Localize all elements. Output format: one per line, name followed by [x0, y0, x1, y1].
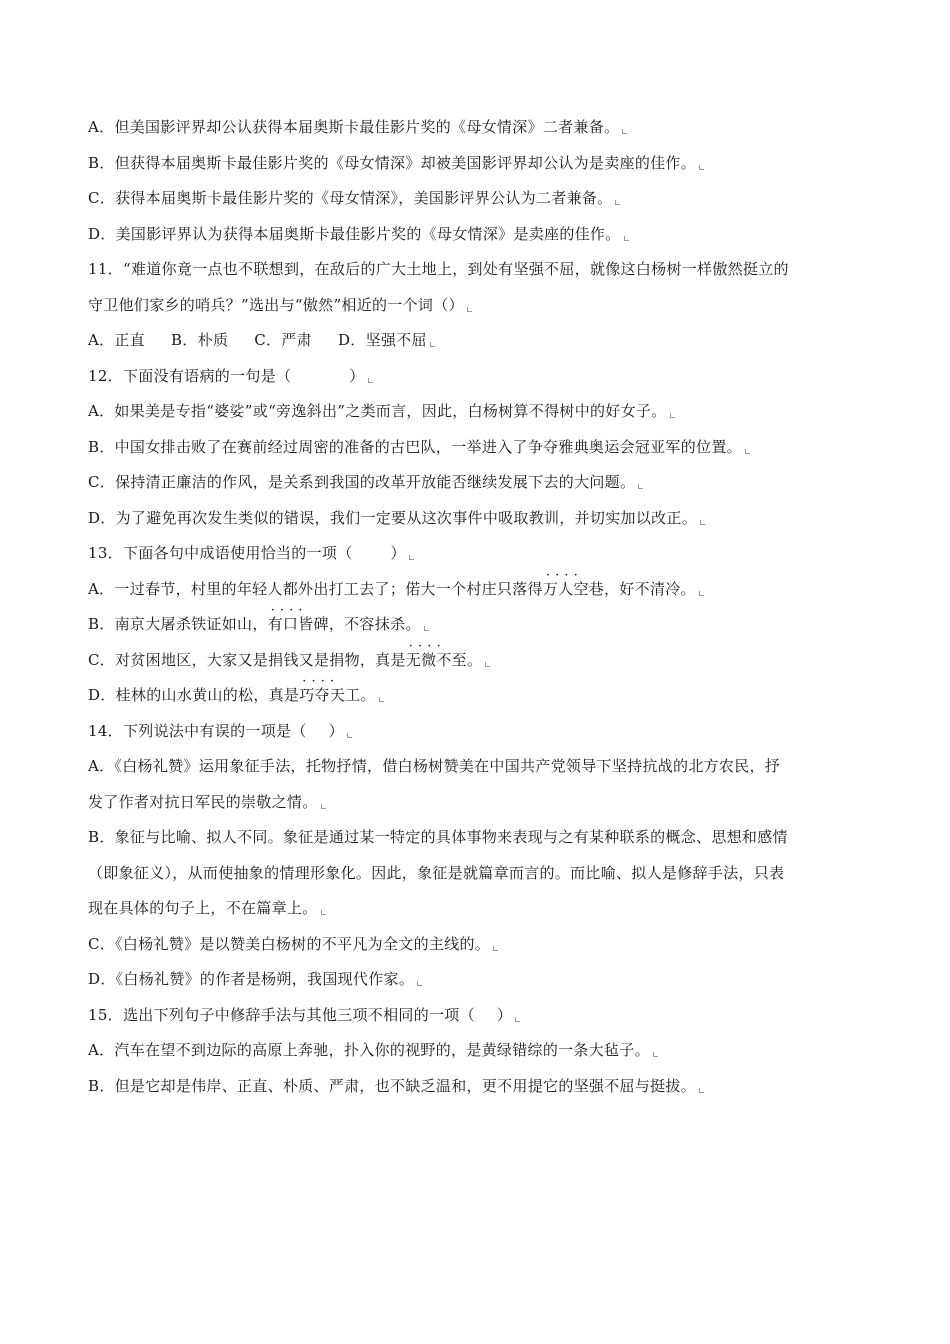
paragraph-mark-icon: [515, 1017, 520, 1022]
paragraph-mark-icon: [368, 378, 373, 383]
paragraph-mark-icon: [321, 910, 326, 915]
q14-option-a-line1: [88, 749, 868, 785]
q13-option-c-idiom: · · · · 无微不至: [406, 643, 467, 679]
q11-option-a: A．正直: [88, 331, 146, 349]
q15-option-b-text: B．但是它却是伟岸、正直、朴质、严肃，也不缺乏温和，更不用提它的坚强不屈与挺拔。: [88, 1076, 697, 1095]
q10-option-a-text: A．但美国影评界却公认获得本届奥斯卡最佳影片奖的《母女情深》二者兼备。: [88, 118, 620, 136]
q14-stem-suffix: ）: [328, 721, 344, 740]
q13-option-b-idiom: · · · · 有口皆碑: [268, 607, 329, 643]
q13-option-d-pre: D．桂林的山水黄山的松，真是: [88, 686, 300, 704]
paragraph-mark-icon: [321, 804, 326, 809]
q15-option-b: [88, 1069, 868, 1105]
paragraph-mark-icon: [622, 129, 627, 134]
q11-stem-line1: [88, 252, 868, 288]
q14-option-b-line3: [88, 891, 868, 927]
exam-page: [88, 110, 868, 1104]
q14-option-b-line2: [88, 856, 868, 892]
q15-option-a-text: A．汽车在望不到边际的高原上奔驰，扑入你的视野的，是黄绿错综的一条大毡子。: [88, 1041, 650, 1059]
q14-stem-prefix: 14．下列说法中有误的一项是（: [88, 721, 307, 740]
q10-option-b-text: B．但获得本届奥斯卡最佳影片奖的《母女情深》却被美国影评界却公认为是卖座的佳作。: [88, 153, 697, 172]
q13-option-c-pre: C．对贫困地区，大家又是捐钱又是捐物，真是: [88, 650, 406, 669]
q14-option-a-line2: [88, 785, 868, 821]
paragraph-mark-icon: [699, 591, 704, 596]
q10-option-b: [88, 146, 868, 182]
q13-stem-prefix: 13．下面各句中成语使用恰当的一项（: [88, 544, 353, 562]
paragraph-mark-icon: [624, 236, 629, 241]
paragraph-mark-icon: [409, 555, 414, 560]
q13-option-d-idiom: · · · · 巧夺天工: [299, 678, 360, 714]
q11-stem-line1-text: 11．“难道你竟一点也不联想到，在敌后的广大土地上，到处有坚强不屈，就像这白杨树一样傲然挺立的: [88, 260, 789, 278]
q13-option-d: [88, 678, 868, 714]
q14-option-a-line1-text: A．《白杨礼赞》运用象征手法，托物抒情，借白杨树赞美在中国共产党领导下坚持抗战的北方农民，抒: [88, 757, 781, 775]
q11-option-c: C．严肃: [254, 331, 312, 349]
paragraph-mark-icon: [417, 981, 422, 986]
q13-option-a-post: ，好不清冷。: [604, 579, 696, 598]
q15-option-a: [88, 1033, 868, 1069]
q13-option-d-post: 。: [360, 686, 376, 704]
q14-stem: [88, 714, 868, 750]
q14-option-b-line1: [88, 820, 868, 856]
paragraph-mark-icon: [430, 342, 435, 347]
q11-stem-line2-text: 守卫他们家乡的哨兵？”选出与“傲然”相近的一个词（）: [88, 295, 464, 314]
q11-stem-line2: [88, 288, 868, 324]
q14-option-d-text: D．《白杨礼赞》的作者是杨朔，我国现代作家。: [88, 970, 415, 988]
q12-option-d-text: D．为了避免再次发生类似的错误，我们一定要从这次事件中吸取教训，并切实加以改正。: [88, 508, 698, 527]
q14-option-c: [88, 927, 868, 963]
paragraph-mark-icon: [745, 449, 750, 454]
q15-stem-suffix: ）: [496, 1005, 513, 1024]
q14-option-a-line2-text: 发了作者对抗日军民的崇敬之情。: [88, 792, 318, 811]
q14-option-c-text: C．《白杨礼赞》是以赞美白杨树的不平凡为全文的主线的。: [88, 934, 491, 953]
q11-options: [88, 323, 868, 359]
q13-option-b-post: ，不容抹杀。: [328, 615, 421, 633]
q12-stem-suffix: ）: [349, 366, 365, 385]
paragraph-mark-icon: [379, 697, 384, 702]
q10-option-c-text: C．获得本届奥斯卡最佳影片奖的《母女情深》，美国影评界公认为二者兼备。: [88, 189, 613, 207]
q12-option-d: [88, 501, 868, 537]
q12-option-c-text: C．保持清正廉洁的作风，是关系到我国的改革开放能否继续发展下去的大问题。: [88, 473, 636, 491]
q14-option-b-line2-text: （即象征义），从而使抽象的情理形象化。因此，象征是就篇章而言的。而比喻、拟人是修辞手法，只表: [88, 863, 785, 882]
q13-option-a-pre: A．一过春节，村里的年轻人都外出打工去了；偌大一个村庄只落得: [88, 579, 543, 598]
q12-stem-prefix: 12．下面没有语病的一句是（: [88, 366, 292, 385]
q13-stem: [88, 536, 868, 572]
q13-stem-suffix: ）: [390, 544, 406, 562]
paragraph-mark-icon: [485, 662, 490, 667]
q12-option-b: [88, 430, 868, 466]
q14-option-b-line1-text: B．象征与比喻、拟人不同。象征是通过某一特定的具体事物来表现与之有某种联系的概念、思想和感情: [88, 828, 788, 846]
q13-option-a-idiom: · · · · 万人空巷: [543, 572, 604, 608]
paragraph-mark-icon: [347, 733, 352, 738]
q10-option-c: [88, 181, 868, 217]
paragraph-mark-icon: [700, 520, 705, 525]
paragraph-mark-icon: [615, 200, 620, 205]
paragraph-mark-icon: [653, 1052, 658, 1057]
q11-option-d: D．坚强不屈: [337, 331, 427, 349]
q13-option-b: [88, 607, 868, 643]
q12-stem: [88, 359, 868, 395]
q12-option-a-text: A．如果美是专指“婆娑”或“旁逸斜出”之类而言，因此，白杨树算不得树中的好女子。: [88, 402, 667, 420]
q15-stem: [88, 998, 868, 1034]
q10-option-a: [88, 110, 868, 146]
q10-option-d: [88, 217, 868, 253]
q11-option-b: B．朴质: [171, 331, 229, 349]
q12-option-b-text: B．中国女排击败了在赛前经过周密的准备的古巴队，一举进入了争夺雅典奥运会冠亚军的位置。: [88, 437, 742, 456]
q12-option-a: [88, 394, 868, 430]
q13-option-a: [88, 572, 868, 608]
paragraph-mark-icon: [467, 307, 472, 312]
q10-option-d-text: D．美国影评界认为获得本届奥斯卡最佳影片奖的《母女情深》是卖座的佳作。: [88, 224, 621, 243]
q14-option-d: [88, 962, 868, 998]
q13-option-b-pre: B．南京大屠杀铁证如山，: [88, 615, 268, 633]
paragraph-mark-icon: [699, 1088, 704, 1093]
paragraph-mark-icon: [638, 484, 643, 489]
paragraph-mark-icon: [670, 413, 675, 418]
q14-option-b-line3-text: 现在具体的句子上，不在篇章上。: [88, 899, 318, 917]
paragraph-mark-icon: [699, 165, 704, 170]
q12-option-c: [88, 465, 868, 501]
q15-stem-prefix: 15．选出下列句子中修辞手法与其他三项不相同的一项（: [88, 1005, 475, 1024]
paragraph-mark-icon: [493, 946, 498, 951]
q13-option-c: [88, 643, 868, 679]
q13-option-c-post: 。: [466, 650, 483, 669]
